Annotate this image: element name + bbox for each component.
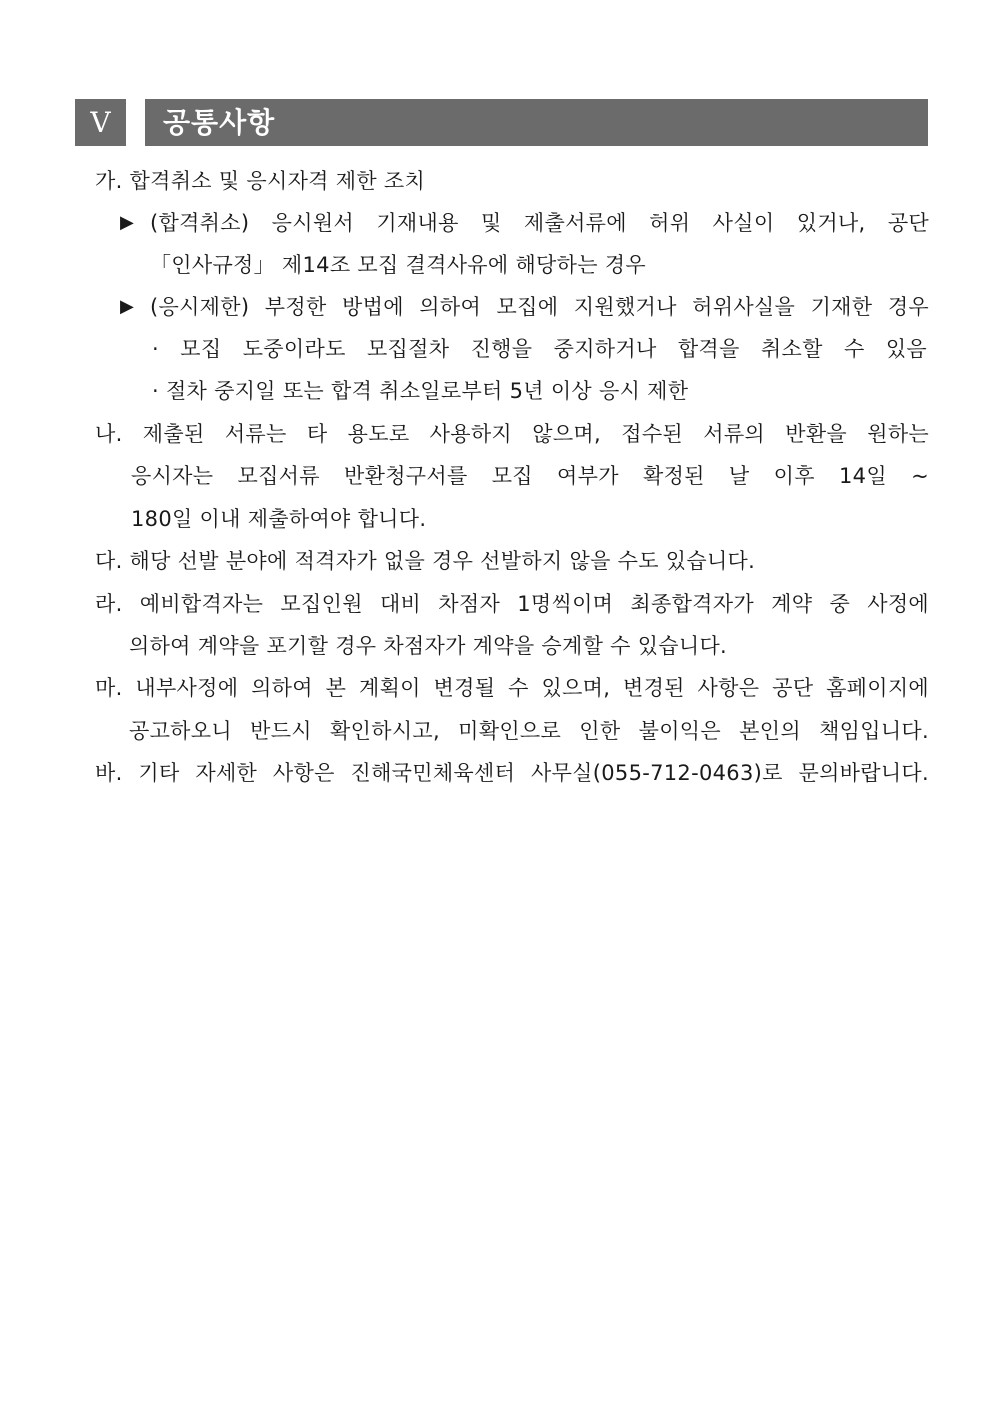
item-f: 바. 기타 자세한 사항은 진해국민체육센터 사무실(055-712-0463)로 문의바랍니다. — [95, 761, 929, 785]
section-title: 공통사항 — [145, 99, 928, 146]
item-e-line2: 공고하오니 반드시 확인하시고, 미확인으로 인한 불이익은 본인의 책임입니다. — [129, 719, 929, 743]
item-a2: (응시제한) 부정한 방법에 의하여 모집에 지원했거나 허위사실을 기재한 경우 — [150, 295, 929, 319]
item-b-line3: 180일 이내 제출하여야 합니다. — [131, 507, 427, 531]
item-a2-sub1: · 모집 도중이라도 모집절차 진행을 중지하거나 합격을 취소할 수 있음 — [152, 337, 927, 361]
triangle-bullet-icon: ▶ — [120, 296, 134, 317]
item-a2-sub2: · 절차 중지일 또는 합격 취소일로부터 5년 이상 응시 제한 — [152, 379, 689, 403]
item-b-line2: 응시자는 모집서류 반환청구서를 모집 여부가 확정된 날 이후 14일 ~ — [131, 464, 929, 488]
item-a1-line1: (합격취소) 응시원서 기재내용 및 제출서류에 허위 사실이 있거나, 공단 — [150, 211, 929, 235]
item-a1-line2: 「인사규정」 제14조 모집 결격사유에 해당하는 경우 — [150, 253, 646, 277]
triangle-bullet-icon: ▶ — [120, 212, 134, 233]
item-e-line1: 마. 내부사정에 의하여 본 계획이 변경될 수 있으며, 변경된 사항은 공단 홈페이지에 — [95, 676, 929, 700]
item-c: 다. 해당 선발 분야에 적격자가 없을 경우 선발하지 않을 수도 있습니다. — [95, 549, 756, 573]
item-d-line1: 라. 예비합격자는 모집인원 대비 차점자 1명씩이며 최종합격자가 계약 중 사정에 — [95, 592, 929, 616]
item-a-heading: 가. 합격취소 및 응시자격 제한 조치 — [95, 169, 426, 193]
item-b-line1: 나. 제출된 서류는 타 용도로 사용하지 않으며, 접수된 서류의 반환을 원하는 — [95, 422, 929, 446]
section-number: Ⅴ — [75, 99, 126, 146]
item-d-line2: 의하여 계약을 포기할 경우 차점자가 계약을 승계할 수 있습니다. — [129, 634, 728, 658]
